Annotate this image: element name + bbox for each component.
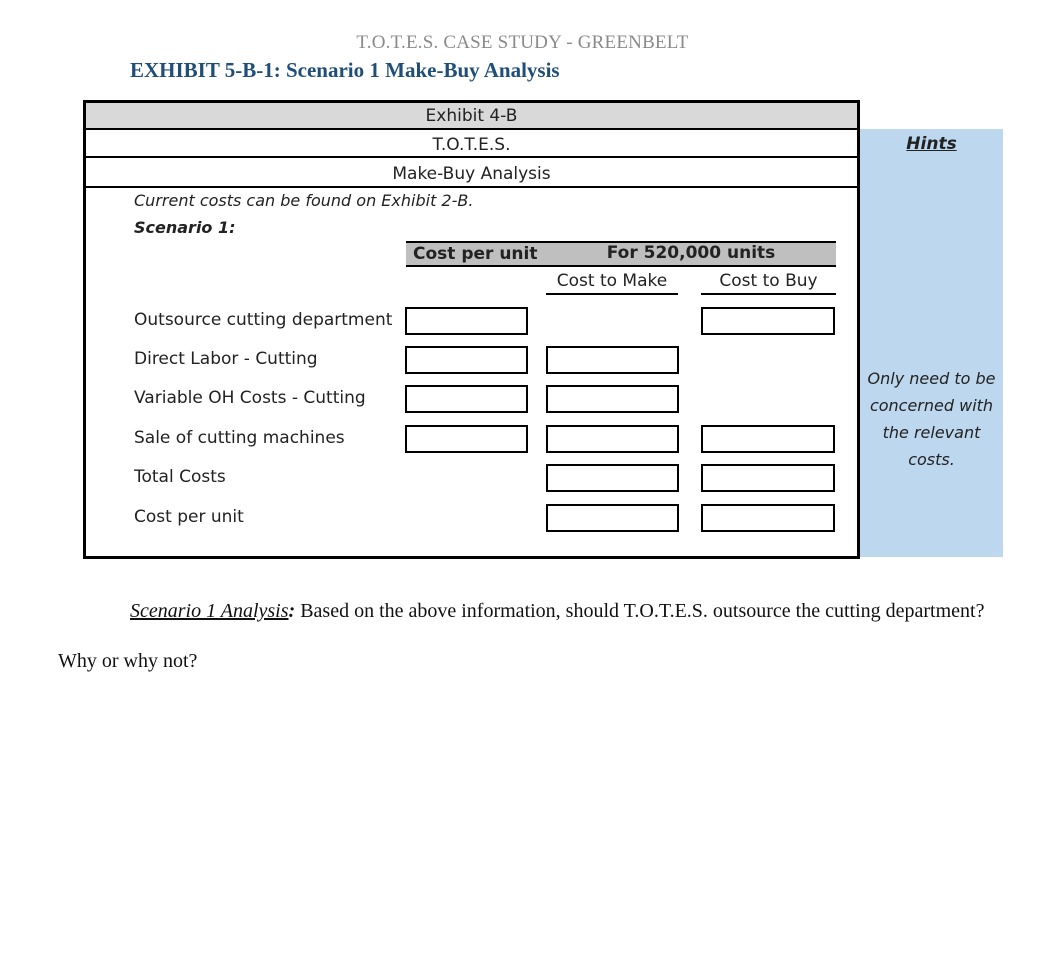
company-name-band: T.O.T.E.S. [86,130,857,158]
cell-sale-machines-cost-to-buy[interactable] [701,425,835,453]
cell-direct-labor-cost-to-make[interactable] [546,346,679,374]
cell-variable-oh-cost-to-make[interactable] [546,385,679,413]
analysis-paragraph [58,586,988,686]
hints-text: Only need to be concerned with the relevant costs. [867,369,996,469]
current-costs-note: Current costs can be found on Exhibit 2-B. [134,191,474,210]
cell-direct-labor-cost-per-unit[interactable] [405,346,528,374]
col-cost-to-buy: Cost to Buy [701,271,836,295]
analysis-title-band: Make-Buy Analysis [86,158,857,188]
analysis-label: Scenario 1 Analysis [130,600,289,622]
cell-total-costs-cost-to-buy[interactable] [701,464,835,492]
row-label-outsource: Outsource cutting department [134,310,393,330]
running-header: T.O.T.E.S. CASE STUDY - GREENBELT [356,32,689,53]
hints-panel [860,129,1003,557]
cell-variable-oh-cost-per-unit[interactable] [405,385,528,413]
scenario-label: Scenario 1: [134,218,236,237]
cell-outsource-cost-to-buy[interactable] [701,307,835,335]
col-units-header: For 520,000 units [606,243,776,263]
row-label-variable-oh: Variable OH Costs - Cutting [134,388,366,408]
exhibit-title: EXHIBIT 5-B-1: Scenario 1 Make-Buy Analysis [130,58,560,82]
cell-sale-machines-cost-to-make[interactable] [546,425,679,453]
row-label-sale-machines: Sale of cutting machines [134,428,345,448]
exhibit-number-band: Exhibit 4-B [86,103,857,130]
analysis-question: Based on the above information, should T.O.T.E.S. outsource the cutting department? Why or why not? [58,600,985,672]
row-label-cost-per-unit: Cost per unit [134,507,244,527]
col-cost-per-unit: Cost per unit [413,244,538,264]
exhibit-table [83,100,860,559]
hints-title: Hints [906,134,957,154]
cell-outsource-cost-per-unit[interactable] [405,307,528,335]
cell-total-costs-cost-to-make[interactable] [546,464,679,492]
cell-sale-machines-cost-per-unit[interactable] [405,425,528,453]
row-label-total-costs: Total Costs [134,467,226,487]
cell-cost-per-unit-cost-to-make[interactable] [546,504,679,532]
analysis-colon: : [288,600,296,622]
col-cost-to-make: Cost to Make [546,271,678,295]
cell-cost-per-unit-cost-to-buy[interactable] [701,504,835,532]
row-label-direct-labor: Direct Labor - Cutting [134,349,318,369]
